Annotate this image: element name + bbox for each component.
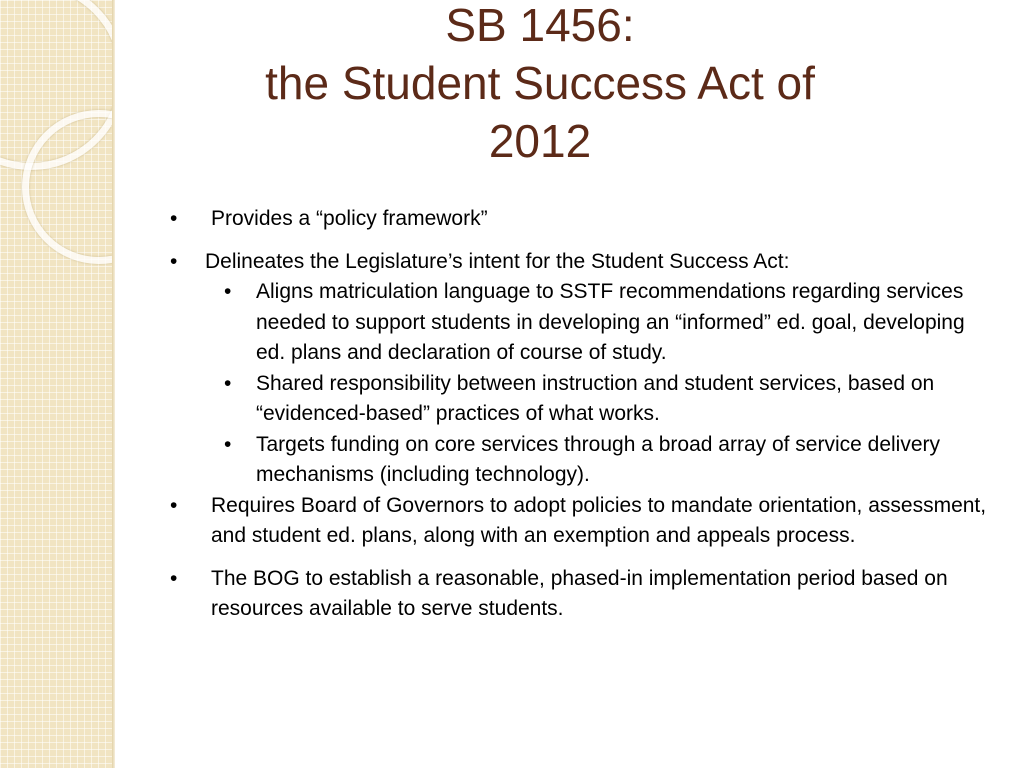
slide-title — [200, 0, 880, 170]
bullet-marker: • — [224, 432, 232, 456]
sub-bullet-item — [221, 277, 990, 369]
decorative-side-panel — [0, 0, 112, 768]
slide-body — [170, 204, 990, 625]
title-line-1: SB 1456: — [445, 0, 635, 51]
side-panel-edge — [112, 0, 115, 768]
bullet-text: Delineates the Legislature’s intent for the Student Success Act: — [205, 249, 790, 273]
bullet-text: The BOG to establish a reasonable, phased-in implementation period based on resources available to serve students. — [211, 566, 948, 620]
bullet-marker: • — [170, 207, 178, 230]
bullet-item — [170, 247, 990, 278]
sub-bullet-text: Shared responsibility between instruction and student services, based on “evidenced-based” practices of what works. — [256, 371, 935, 425]
bullet-marker: • — [224, 280, 232, 303]
sub-bullet-text: Targets funding on core services through a broad array of service delivery mechanisms (including technology). — [256, 432, 941, 486]
sub-bullet-item — [221, 369, 990, 430]
bullet-item — [170, 204, 990, 235]
sub-bullet-item — [221, 430, 990, 491]
sub-bullet-list — [221, 277, 990, 491]
sub-bullet-text: Aligns matriculation language to SSTF recommendations regarding services needed to support students in developing an “informed” ed. goal, developing ed. plans and declaration of course of study. — [256, 280, 965, 364]
bullet-text: Requires Board of Governors to adopt policies to mandate orientation, assessment, and student ed. plans, along with an exemption and appeals process. — [211, 493, 987, 547]
title-line-3: 2012 — [488, 115, 592, 167]
bullet-text: Provides a “policy framework” — [211, 207, 488, 230]
bullet-marker: • — [224, 371, 232, 395]
bullet-marker: • — [170, 249, 178, 273]
bullet-item — [170, 491, 990, 552]
bullet-marker: • — [170, 493, 178, 517]
bullet-marker: • — [170, 566, 178, 590]
bullet-item — [170, 564, 990, 625]
title-line-2: the Student Success Act of — [265, 57, 815, 109]
